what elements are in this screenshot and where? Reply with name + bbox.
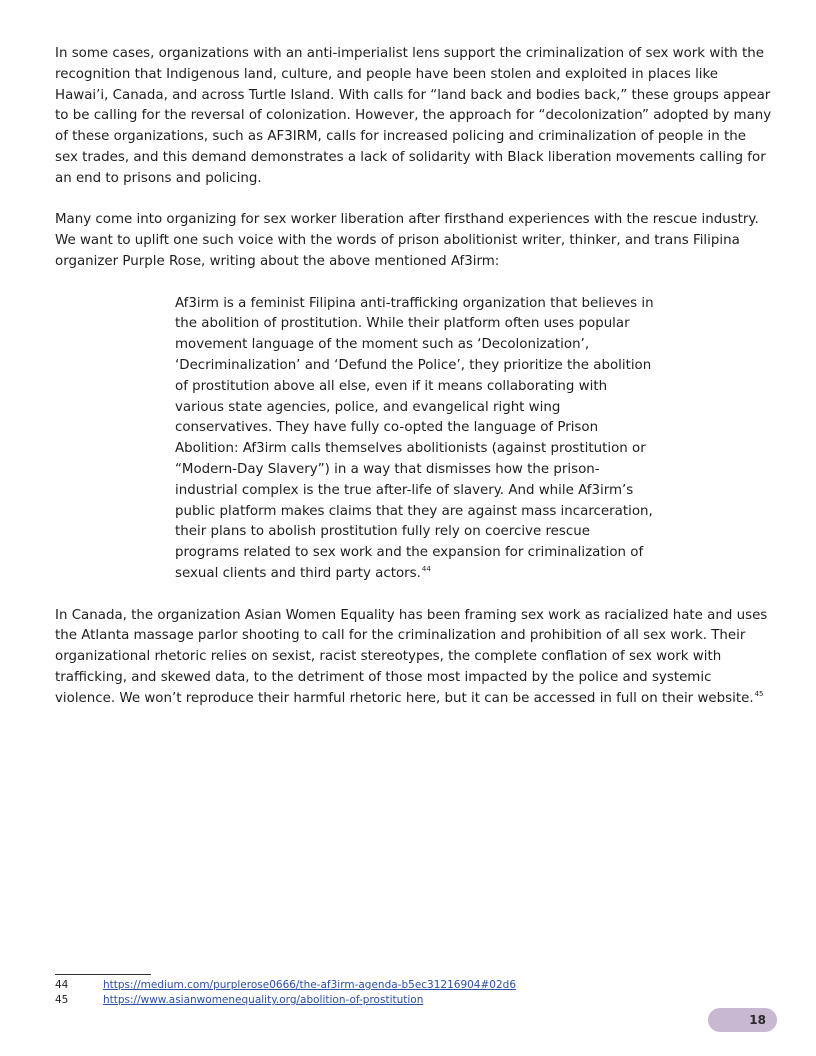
footnote-ref-44[interactable]: 44	[421, 565, 431, 574]
main-content	[55, 44, 773, 710]
footnote-item	[55, 978, 655, 993]
page-number-badge	[708, 1008, 777, 1032]
paragraph-text: In some cases, organizations with an anti-imperialist lens support the criminalization of sex work with the recognition that Indigenous land, culture, and people have been stolen and exploited in places like Hawai’i, Canada, and across Turtle Island. With calls for “land back and bodies back,” these groups appear to be calling for the reversal of colonization. However, the approach for “decolonization” adopted by many of these organizations, such as AF3IRM, calls for increased policing and criminalization of people in the sex trades, and this demand demonstrates a lack of solidarity with Black liberation movements calling for an end to prisons and policing.	[55, 46, 772, 186]
paragraph-purple-rose-intro	[55, 210, 773, 272]
footnote-number: 44	[55, 979, 69, 991]
paragraph-text: In Canada, the organization Asian Women Equality has been framing sex work as racialized hate and uses the Atlanta massage parlor shooting to call for the criminalization and prohibition of all sex work. Their organizational rhetoric relies on sexist, racist stereotypes, the complete conflation of sex work with trafficking, and skewed data, to the detriment of those most impacted by the police and systemic violence. We won’t reproduce their harmful rhetoric here, but it can be accessed in full on their website.	[55, 607, 768, 706]
footnotes-section	[55, 974, 655, 1008]
block-quote	[175, 294, 655, 585]
footnote-ref-45[interactable]: 45	[754, 690, 764, 699]
footnote-divider	[55, 974, 151, 975]
page-number: 18	[749, 1013, 766, 1027]
paragraph-anti-imperialist	[55, 44, 773, 190]
paragraph-canada	[55, 606, 773, 710]
footnote-link[interactable]: https://www.asianwomenequality.org/abolition-of-prostitution	[103, 994, 424, 1006]
paragraph-text: Many come into organizing for sex worker liberation after firsthand experiences with the rescue industry. We want to uplift one such voice with the words of prison abolitionist writer, thinker, and trans Filipina organizer Purple Rose, writing about the above mentioned Af3irm:	[55, 212, 759, 269]
quote-text: Af3irm is a feminist Filipina anti-trafficking organization that believes in the abolition of prostitution. While their platform often uses popular movement language of the moment such as ‘Decolonization’, ‘Decriminalization’ and ‘Defund the Police’, they prioritize the abolition of prostitution above all else, even if it means collaborating with various state agencies, police, and evangelical right wing conservatives. They have fully co-opted the language of Prison Abolition: Af3irm calls themselves abolitionists (against prostitution or “Modern-Day Slavery”) in a way that dismisses how the prison-industrial complex is the true after-life of slavery. And while Af3irm’s public platform makes claims that they are against mass incarceration, their plans to abolish prostitution fully rely on coercive rescue programs related to sex work and the expansion for criminalization of sexual clients and third party actors.	[175, 295, 654, 581]
footnote-link[interactable]: https://medium.com/purplerose0666/the-af3irm-agenda-b5ec31216904#02d6	[103, 979, 516, 991]
footnote-item	[55, 993, 655, 1008]
footnote-number: 45	[55, 994, 69, 1006]
